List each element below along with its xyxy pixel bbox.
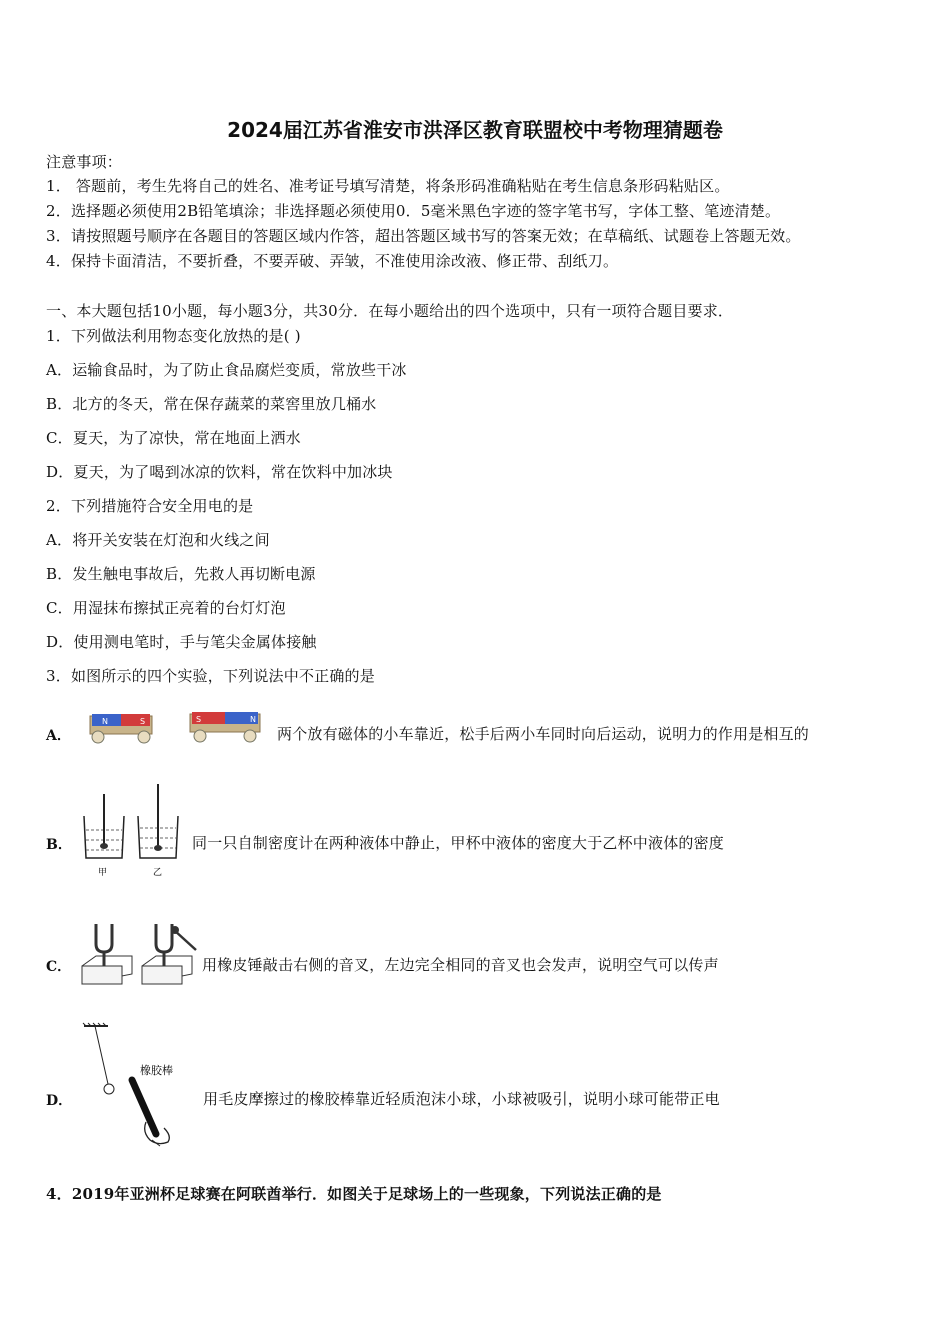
magnet-pole-label: N bbox=[250, 715, 256, 724]
density-meter-figure bbox=[78, 782, 188, 878]
magnet-pole-label: S bbox=[140, 717, 146, 726]
q1-option-b: B．北方的冬天，常在保存蔬菜的菜窖里放几桶水 bbox=[46, 395, 377, 413]
question-1-stem: 1．下列做法利用物态变化放热的是( ) bbox=[46, 327, 301, 345]
q3-option-c-label: C． bbox=[46, 959, 72, 975]
q3-option-a-label: A． bbox=[46, 728, 71, 744]
notice-item: 2．选择题必须使用2B铅笔填涂；非选择题必须使用0．5毫米黑色字迹的签字笔书写，字体工整、笔迹清楚。 bbox=[46, 202, 781, 220]
rod-label: 橡胶棒 bbox=[140, 1064, 173, 1077]
q2-option-c: C．用湿抹布擦拭正亮着的台灯灯泡 bbox=[46, 599, 286, 617]
rubber-rod-figure bbox=[78, 1022, 194, 1148]
q3-option-d-text: 用毛皮摩擦过的橡胶棒靠近轻质泡沫小球，小球被吸引，说明小球可能带正电 bbox=[203, 1090, 720, 1108]
section-heading: 一、本大题包括10小题，每小题3分，共30分．在每小题给出的四个选项中，只有一项符合题目要求． bbox=[46, 302, 734, 320]
magnet-pole-label: N bbox=[102, 717, 108, 726]
question-2-stem: 2．下列措施符合安全用电的是 bbox=[46, 497, 254, 515]
tuning-fork-figure bbox=[78, 916, 200, 990]
beaker-label: 乙 bbox=[153, 868, 163, 878]
notice-item: 1． 答题前，考生先将自己的姓名、准考证号填写清楚，将条形码准确粘贴在考生信息条形码粘贴区。 bbox=[46, 177, 730, 195]
notice-heading: 注意事项： bbox=[46, 153, 123, 171]
q1-option-d: D．夏天，为了喝到冰凉的饮料，常在饮料中加冰块 bbox=[46, 463, 393, 481]
beaker-label: 甲 bbox=[98, 868, 108, 878]
q1-option-a: A．运输食品时，为了防止食品腐烂变质，常放些干冰 bbox=[46, 361, 407, 379]
magnet-carts-figure bbox=[78, 706, 274, 746]
question-4-stem: 4．2019年亚洲杯足球赛在阿联酋举行．如图关于足球场上的一些现象，下列说法正确的是 bbox=[46, 1185, 662, 1203]
q3-option-b-text: 同一只自制密度计在两种液体中静止，甲杯中液体的密度大于乙杯中液体的密度 bbox=[192, 834, 725, 852]
q2-option-d: D．使用测电笔时，手与笔尖金属体接触 bbox=[46, 633, 317, 651]
page-title: 2024届江苏省淮安市洪泽区教育联盟校中考物理猜题卷 bbox=[227, 118, 723, 142]
q1-option-c: C．夏天，为了凉快，常在地面上洒水 bbox=[46, 429, 301, 447]
q2-option-a: A．将开关安装在灯泡和火线之间 bbox=[46, 531, 270, 549]
notice-item: 4．保持卡面清洁，不要折叠，不要弄破、弄皱，不准使用涂改液、修正带、刮纸刀。 bbox=[46, 252, 619, 270]
q3-option-a-text: 两个放有磁体的小车靠近，松手后两小车同时向后运动，说明力的作用是相互的 bbox=[277, 725, 810, 743]
q2-option-b: B．发生触电事故后，先救人再切断电源 bbox=[46, 565, 316, 583]
q3-option-b-label: B． bbox=[46, 837, 72, 853]
q3-option-d-label: D． bbox=[46, 1093, 73, 1109]
q3-option-c-text: 用橡皮锤敲击右侧的音叉，左边完全相同的音叉也会发声，说明空气可以传声 bbox=[202, 956, 719, 974]
notice-item: 3．请按照题号顺序在各题目的答题区域内作答，超出答题区域书写的答案无效；在草稿纸、试题卷上答题无效。 bbox=[46, 227, 801, 245]
magnet-pole-label: S bbox=[196, 715, 202, 724]
question-3-stem: 3．如图所示的四个实验，下列说法中不正确的是 bbox=[46, 667, 375, 685]
